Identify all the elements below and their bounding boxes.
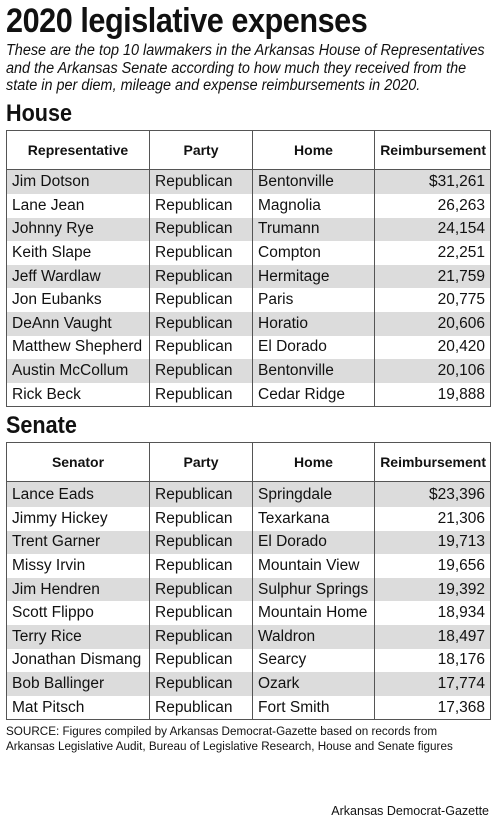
name-cell: Jim Hendren (7, 578, 150, 602)
reimbursement-cell: 18,176 (375, 649, 491, 673)
senate-heading: Senate (6, 412, 77, 440)
home-cell: Sulphur Springs (253, 578, 375, 602)
name-cell: Keith Slape (7, 241, 150, 265)
party-cell: Republican (150, 601, 253, 625)
home-cell: Paris (253, 288, 375, 312)
name-cell: Lance Eads (7, 482, 150, 507)
home-cell: Horatio (253, 312, 375, 336)
table-row (7, 649, 491, 673)
name-cell: Jon Eubanks (7, 288, 150, 312)
party-cell: Republican (150, 696, 253, 720)
party-cell: Republican (150, 288, 253, 312)
party-cell: Republican (150, 672, 253, 696)
reimbursement-cell: 17,368 (375, 696, 491, 720)
reimbursement-cell: 26,263 (375, 194, 491, 218)
table-header-row (7, 130, 491, 169)
table-row (7, 218, 491, 242)
home-cell: Texarkana (253, 507, 375, 531)
name-cell: Lane Jean (7, 194, 150, 218)
party-cell: Republican (150, 507, 253, 531)
table-row (7, 531, 491, 555)
party-cell: Republican (150, 169, 253, 194)
home-cell: El Dorado (253, 531, 375, 555)
column-header: Party (150, 130, 253, 169)
table-row (7, 336, 491, 360)
party-cell: Republican (150, 649, 253, 673)
party-cell: Republican (150, 554, 253, 578)
home-cell: El Dorado (253, 336, 375, 360)
house-table (6, 130, 491, 408)
reimbursement-cell: 20,606 (375, 312, 491, 336)
column-header: Reimbursement (375, 443, 491, 482)
home-cell: Bentonville (253, 359, 375, 383)
house-heading: House (6, 99, 73, 127)
reimbursement-cell: $31,261 (375, 169, 491, 194)
intro-text: These are the top 10 lawmakers in the Arkansas House of Representatives and the Arkansas Senate according to how much they received from the state in per diem, mileage and expense reimbursements in 2020. (6, 42, 485, 94)
name-cell: Austin McCollum (7, 359, 150, 383)
graphic (0, 2, 497, 828)
reimbursement-cell: 19,656 (375, 554, 491, 578)
reimbursement-cell: 20,775 (375, 288, 491, 312)
home-cell: Magnolia (253, 194, 375, 218)
reimbursement-cell: 18,934 (375, 601, 491, 625)
table-row (7, 578, 491, 602)
table-row (7, 241, 491, 265)
name-cell: Johnny Rye (7, 218, 150, 242)
table-row (7, 696, 491, 720)
home-cell: Hermitage (253, 265, 375, 289)
name-cell: Bob Ballinger (7, 672, 150, 696)
name-cell: Terry Rice (7, 625, 150, 649)
table-row (7, 554, 491, 578)
home-cell: Compton (253, 241, 375, 265)
party-cell: Republican (150, 578, 253, 602)
home-cell: Mountain Home (253, 601, 375, 625)
reimbursement-cell: 21,759 (375, 265, 491, 289)
column-header: Representative (7, 130, 150, 169)
table-row (7, 507, 491, 531)
senate-table-body (7, 482, 491, 720)
table-row (7, 265, 491, 289)
party-cell: Republican (150, 383, 253, 407)
table-row (7, 194, 491, 218)
table-row (7, 601, 491, 625)
party-cell: Republican (150, 531, 253, 555)
home-cell: Fort Smith (253, 696, 375, 720)
table-row (7, 288, 491, 312)
table-row (7, 383, 491, 407)
reimbursement-cell: 19,888 (375, 383, 491, 407)
home-cell: Bentonville (253, 169, 375, 194)
table-row (7, 672, 491, 696)
reimbursement-cell: $23,396 (375, 482, 491, 507)
source-note: SOURCE: Figures compiled by Arkansas Democrat-Gazette based on records from Arkansas Legislative Audit, Bureau of Legislative Research, House and Senate figures (6, 724, 453, 754)
name-cell: Matthew Shepherd (7, 336, 150, 360)
reimbursement-cell: 19,392 (375, 578, 491, 602)
name-cell: Jonathan Dismang (7, 649, 150, 673)
senate-table (6, 442, 491, 720)
home-cell: Springdale (253, 482, 375, 507)
party-cell: Republican (150, 312, 253, 336)
column-header: Home (253, 443, 375, 482)
home-cell: Waldron (253, 625, 375, 649)
credit-line: Arkansas Democrat-Gazette (331, 804, 489, 818)
house-table-body (7, 169, 491, 407)
name-cell: Jimmy Hickey (7, 507, 150, 531)
party-cell: Republican (150, 336, 253, 360)
home-cell: Mountain View (253, 554, 375, 578)
reimbursement-cell: 24,154 (375, 218, 491, 242)
reimbursement-cell: 20,106 (375, 359, 491, 383)
table-row (7, 482, 491, 507)
home-cell: Trumann (253, 218, 375, 242)
name-cell: Rick Beck (7, 383, 150, 407)
party-cell: Republican (150, 482, 253, 507)
party-cell: Republican (150, 265, 253, 289)
column-header: Party (150, 443, 253, 482)
page-title: 2020 legislative expenses (6, 2, 368, 40)
column-header: Reimbursement (375, 130, 491, 169)
party-cell: Republican (150, 241, 253, 265)
name-cell: Scott Flippo (7, 601, 150, 625)
home-cell: Ozark (253, 672, 375, 696)
reimbursement-cell: 22,251 (375, 241, 491, 265)
home-cell: Searcy (253, 649, 375, 673)
table-row (7, 169, 491, 194)
reimbursement-cell: 19,713 (375, 531, 491, 555)
party-cell: Republican (150, 218, 253, 242)
reimbursement-cell: 20,420 (375, 336, 491, 360)
name-cell: Trent Garner (7, 531, 150, 555)
party-cell: Republican (150, 194, 253, 218)
name-cell: Missy Irvin (7, 554, 150, 578)
table-row (7, 312, 491, 336)
table-row (7, 359, 491, 383)
reimbursement-cell: 21,306 (375, 507, 491, 531)
party-cell: Republican (150, 625, 253, 649)
name-cell: Jeff Wardlaw (7, 265, 150, 289)
name-cell: DeAnn Vaught (7, 312, 150, 336)
column-header: Home (253, 130, 375, 169)
party-cell: Republican (150, 359, 253, 383)
home-cell: Cedar Ridge (253, 383, 375, 407)
reimbursement-cell: 17,774 (375, 672, 491, 696)
table-row (7, 625, 491, 649)
column-header: Senator (7, 443, 150, 482)
name-cell: Mat Pitsch (7, 696, 150, 720)
name-cell: Jim Dotson (7, 169, 150, 194)
reimbursement-cell: 18,497 (375, 625, 491, 649)
table-header-row (7, 443, 491, 482)
